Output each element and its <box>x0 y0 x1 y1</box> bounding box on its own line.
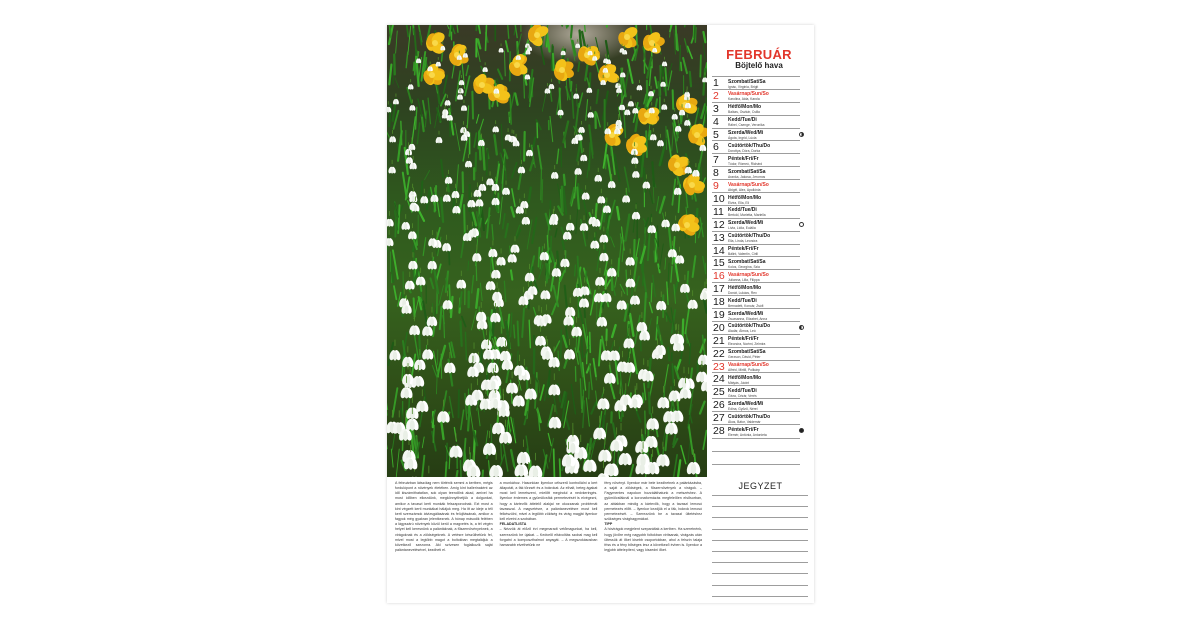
name-days: Alfréd, Mirtill, Polikárp <box>728 368 760 373</box>
name-days: Mátyás, Jácint <box>728 380 750 385</box>
name-days: Bertold, Marietta, Mariella <box>728 213 766 218</box>
day-number: 28 <box>713 425 725 438</box>
calendar-day-row <box>712 385 800 398</box>
day-number: 24 <box>713 373 725 386</box>
name-days: Ákos, Bátor, Valdemár <box>728 419 761 424</box>
calendar-day-row <box>712 398 800 411</box>
article-column-1 <box>395 481 493 597</box>
blank-lines <box>712 438 800 477</box>
moon-phase-icon <box>799 132 804 137</box>
weekday-name: Szombat/Sat/Sa <box>728 258 766 265</box>
day-number: 14 <box>713 244 725 257</box>
calendar-day-row <box>712 179 800 192</box>
name-days: Karolina, Aida, Karola <box>728 97 760 102</box>
day-number: 17 <box>713 283 725 296</box>
day-number: 12 <box>713 218 725 231</box>
calendar-day-row <box>712 89 800 102</box>
calendar-day-row <box>712 218 800 231</box>
calendar-day-row <box>712 347 800 360</box>
day-number: 16 <box>713 270 725 283</box>
calendar-day-row <box>712 192 800 205</box>
calendar-day-row <box>712 140 800 153</box>
moon-phase-icon <box>799 428 804 433</box>
weekday-name: Szombat/Sat/Sa <box>728 168 766 175</box>
name-days: Géza, Cézár, Verés <box>728 393 757 398</box>
weekday-name: Csütörtök/Thu/Do <box>728 413 771 420</box>
calendar-day-row <box>712 128 800 141</box>
day-number: 20 <box>713 321 725 334</box>
moon-phase-icon <box>799 325 804 330</box>
day-number: 2 <box>713 89 719 102</box>
article-column-2 <box>500 481 598 597</box>
day-number: 10 <box>713 193 725 206</box>
weekday-name: Csütörtök/Thu/Do <box>728 233 771 240</box>
name-days: Gerzson, Dávid, Péter <box>728 355 761 360</box>
weekday-name: Hétfő/Mon/Mo <box>728 284 762 291</box>
day-number: 3 <box>713 102 719 115</box>
weekday-name: Kedd/Tue/Di <box>728 297 757 304</box>
tip-heading: TIPP <box>604 522 613 527</box>
day-number: 11 <box>713 205 724 218</box>
weekday-name: Szombat/Sat/Sa <box>728 349 766 356</box>
task-list: – Nézzük át előző évi megmaradt vetőmagunkat, ha kell, szerezzünk be újakat. – Kedvelő eltávolítás szobai mag kell forgatni a komposzthalmot anyagát. – A megszokásosban hamarabb elvethetünk ne <box>499 527 598 547</box>
calendar-day-row <box>712 115 800 128</box>
day-number: 18 <box>713 296 725 309</box>
calendar-day-row <box>712 244 800 257</box>
notes-title: JEGYZET <box>738 481 783 491</box>
article-paragraph: a munkához. Hasonlóan ilyenkor célszerű kontrollálni a kert állapotát, a fák törzsét és a bokrokat. Az elhalt, beteg ágakat most kell lemetszeni, mielőtt megindul a nedvkeringés. Ilyenkor érdemes a gyümölcsfák permetezését is elvégezni, hogy a kártevők áttelelő alakjai ne okozzanak problémát tavasszal. A magvetésre, a palántanevelésre most kell felkészülni, mivel a legtöbb zöldség és virág magját ilyenkor kell elvetni a szobában. <box>499 481 598 522</box>
name-days: Ráhel, Csenge, Veronika <box>728 123 765 128</box>
weekday-name: Hétfő/Mon/Mo <box>728 374 762 381</box>
name-days: Dorottya, Dóra, Dorka <box>728 148 761 153</box>
calendar-day-row <box>712 411 800 424</box>
calendar-day-row <box>712 269 800 282</box>
weekday-name: Péntek/Fri/Fr <box>728 426 759 433</box>
calendar-day-row <box>712 205 800 218</box>
name-days: Bálint, Valentin, Cirill <box>728 252 758 257</box>
calendar-page <box>387 25 814 603</box>
weekday-name: Péntek/Fri/Fr <box>728 336 759 343</box>
weekday-name: Vasárnap/Sun/So <box>728 181 769 188</box>
calendar-day-row <box>712 282 800 295</box>
day-number: 13 <box>713 231 725 244</box>
weekday-name: Kedd/Tue/Di <box>728 387 757 394</box>
name-days: Kolos, Georgina, Szia <box>728 264 760 269</box>
name-days: Julianna, Lilla, Filippa <box>728 277 760 282</box>
calendar-day-row <box>712 372 800 385</box>
weekday-name: Péntek/Fri/Fr <box>728 155 759 162</box>
weekday-name: Szerda/Wed/Mi <box>728 400 764 407</box>
day-number: 23 <box>713 360 725 373</box>
weekday-name: Vasárnap/Sun/So <box>728 271 769 278</box>
name-days: Zsuzsanna, Elizabet, Anna <box>728 316 768 321</box>
weekday-name: Szerda/Wed/Mi <box>728 130 764 137</box>
weekday-name: Szerda/Wed/Mi <box>728 220 764 227</box>
calendar-day-row <box>712 102 800 115</box>
article-paragraph: A februárban látszólag nem történik semmi a kertben, mégis fordulópont a növények életében. Amíg kint ballerinaként az idő kiszámíthatatlan, sok olyan teendőnk akad, amivel ha most időben elkezdünk, megkönnyíthetjük a dolgunkat, amikor a tavaszi kerti munkák felszaporodnak. Ezt most a kint végzett kerti munkákat hálájuk meg. Ha itt az ideje a téli kerti szerszámok átvizsgálásának és felújításának, amikor a fagyok még gyakran jelentkeznek. A hónap második felében a lágyszárú növények közül kerül a magvetés is, a tél végén helyet kell keresnünk a palántáknak, a fűszernövényeknek, a virágoknak és a zöldségeknek. A vetésre készülhetünk fel, mivel most a legtöbb magot a boltokban megtaláljuk a következő szezonra. Aki szívesen foglalkozik saját palántanevelésével, kezdheti el. <box>395 481 493 553</box>
calendar-day-row <box>712 321 800 334</box>
day-number: 25 <box>713 386 725 399</box>
day-number: 22 <box>713 347 725 360</box>
day-number: 15 <box>713 257 725 270</box>
month-title: FEBRUÁR <box>726 47 792 62</box>
weekday-name: Vasárnap/Sun/So <box>728 362 769 369</box>
weekday-name: Szombat/Sat/Sa <box>728 78 766 85</box>
task-list-heading: FELADATLISTA <box>499 522 527 527</box>
name-days: Balázs, Oszkár, Csilla <box>728 110 760 115</box>
name-days: Tódor, Rómeó, Richárd <box>728 161 763 166</box>
name-days: Ignác, Virginia, Brigit <box>728 84 759 89</box>
article-text <box>395 481 702 597</box>
name-days: Ella, Linda, Leonóra <box>728 239 758 244</box>
day-number: 19 <box>713 309 725 322</box>
name-days: Ágota, Ingrid, Lúcia <box>728 136 757 141</box>
name-days: Eleonóra, Noémi, Zelmira <box>728 342 766 347</box>
weekday-name: Kedd/Tue/Di <box>728 207 757 214</box>
name-days: Edina, Győző, Nérei <box>728 406 758 411</box>
weekday-name: Csütörtök/Thu/Do <box>728 323 771 330</box>
name-days: Lívia, Lídia, Eulália <box>728 226 756 231</box>
day-number: 6 <box>713 141 719 154</box>
calendar-day-row <box>712 424 800 437</box>
day-number: 8 <box>713 167 719 180</box>
moon-phase-icon <box>799 222 804 227</box>
calendar-day-row <box>712 334 800 347</box>
day-list <box>712 76 800 437</box>
calendar-day-row <box>712 360 800 373</box>
day-number: 4 <box>713 115 719 128</box>
calendar-day-row <box>712 308 800 321</box>
name-days: Aladár, Álmos, Leó <box>728 329 756 334</box>
tip-text: A hóvirágok megjelent szeparáltak a kertben. Ha szeretnénk, hogy jövőre még nagyobb foltokban virítsanak, virágzás után ültessük át őket kisebb csoportokban, ahol a felszín talaja friss és a fény bőséges lesz a következő évben is. Ilyenkor a legjobb áttelepíteni, vagy kiszedni őket. <box>604 527 702 553</box>
weekday-name: Vasárnap/Sun/So <box>728 91 769 98</box>
calendar-panel <box>707 25 814 603</box>
weekday-name: Csütörtök/Thu/Do <box>728 142 771 149</box>
name-days: Aranka, Jakosa, Jeromos <box>728 174 766 179</box>
day-number: 26 <box>713 399 725 412</box>
name-days: Elvira, Ella, Eli <box>728 200 750 205</box>
calendar-day-row <box>712 231 800 244</box>
weekday-name: Kedd/Tue/Di <box>728 117 757 124</box>
calendar-day-row <box>712 166 800 179</box>
day-number: 5 <box>713 128 719 141</box>
day-number: 1 <box>713 77 719 89</box>
weekday-name: Péntek/Fri/Fr <box>728 246 759 253</box>
article-paragraph: fény növényt. Ilyenkor már bele kezdhetnek a palántázásba, a saját a zöldségek, a fűszernövények a virágok. – Fagymentes napokon hozzáláthatunk a metszéshez. A gyümölcsfáknál a koronaformázás megfelelően elsősorban, az ablakban mindig a kártevők, hogy a tavaszi lemosó permetezés előtt. – Ilyenkor kezdjük el a fák, bokrok lemosó permetezését. – Szerezzünk be a tavaszi ültetéshez szükséges virághagymákat. <box>604 481 702 522</box>
calendar-day-row <box>712 295 800 308</box>
weekday-name: Hétfő/Mon/Mo <box>728 194 762 201</box>
weekday-name: Hétfő/Mon/Mo <box>728 104 762 111</box>
article-column-3 <box>604 481 702 597</box>
name-days: Elemér, Antónia, Antonieta <box>728 432 767 437</box>
calendar-day-row <box>712 76 800 89</box>
day-number: 9 <box>713 180 719 193</box>
name-days: Bernadett, Koncár, Zsófi <box>728 303 764 308</box>
day-number: 21 <box>713 334 725 347</box>
month-subtitle: Böjtelő hava <box>735 61 783 70</box>
day-number: 7 <box>713 154 719 167</box>
calendar-day-row <box>712 256 800 269</box>
name-days: Donát, Lukács, Rex <box>728 290 757 295</box>
snowdrop-crocus-photo <box>387 25 707 477</box>
day-number: 27 <box>713 412 725 425</box>
name-days: Abigél, Alex, Apollónia <box>728 187 761 192</box>
weekday-name: Szerda/Wed/Mi <box>728 310 764 317</box>
calendar-day-row <box>712 153 800 166</box>
notes-lines <box>712 495 808 603</box>
